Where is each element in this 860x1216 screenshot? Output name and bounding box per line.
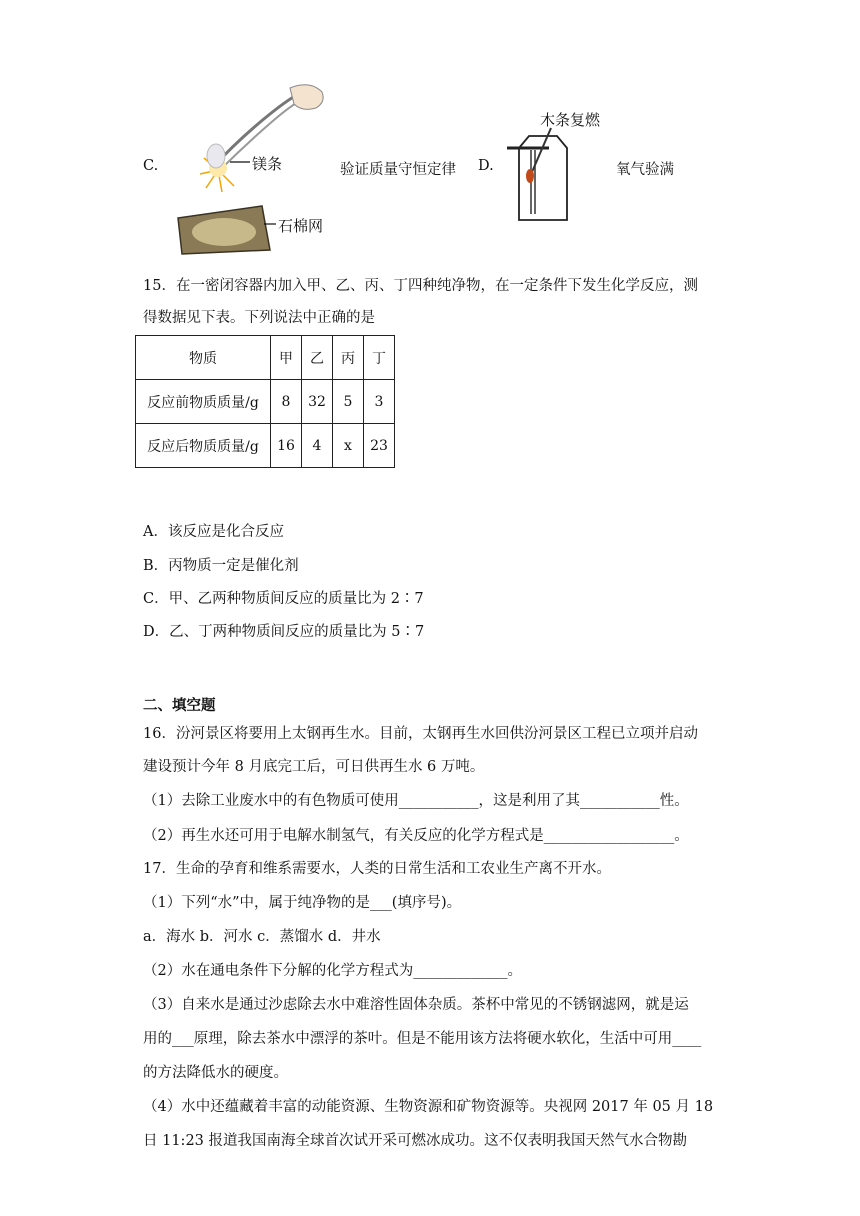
q16-line2: 建设预计今年 8 月底完工后，可日供再生水 6 万吨。 [143, 759, 485, 775]
mass-data-table [135, 335, 395, 468]
wood-stick-relights-label: 木条复燃 [540, 111, 601, 129]
q15-option-a: A．该反应是化合反应 [143, 524, 284, 540]
table-header-cell: 乙 [302, 336, 333, 380]
q15-stem-line1: 15．在一密闭容器内加入甲、乙、丙、丁四种纯净物，在一定条件下发生化学反应，测 [143, 278, 698, 294]
table-cell: 5 [333, 380, 364, 424]
caption-c: 验证质量守恒定律 [340, 162, 456, 178]
q15-stem-line2: 得数据见下表。下列说法中正确的是 [143, 310, 375, 326]
caption-d: 氧气验满 [616, 162, 674, 178]
q17-line4: （2）水在通电条件下分解的化学方程式为_____________。 [143, 963, 522, 979]
table-header-cell: 物质 [136, 336, 271, 380]
option-d-label: D. [478, 158, 494, 174]
q16-line1: 16．汾河景区将要用上太钢再生水。目前，太钢再生水回供汾河景区工程已立项并启动 [143, 726, 698, 742]
table-cell: 16 [271, 424, 302, 468]
table-cell: 反应后物质质量/g [136, 424, 271, 468]
table-row [136, 424, 395, 468]
q17-line1: 17．生命的孕育和维系需要水，人类的日常生活和工农业生产离不开水。 [143, 861, 611, 877]
q17-line9: 日 11:23 报道我国南海全球首次试开采可燃冰成功。这不仅表明我国天然气水合物勘 [143, 1133, 688, 1149]
table-cell: 8 [271, 380, 302, 424]
table-header-cell: 丙 [333, 336, 364, 380]
table-row [136, 380, 395, 424]
q17-line2: （1）下列“水”中，属于纯净物的是___(填序号)。 [143, 895, 462, 911]
q16-line4: （2）再生水还可用于电解水制氢气，有关反应的化学方程式是__________________。 [143, 828, 689, 844]
magnesium-strip-label: 镁条 [252, 155, 283, 173]
q15-option-b: B．丙物质一定是催化剂 [143, 558, 299, 574]
q15-option-c: C．甲、乙两种物质间反应的质量比为 2∶7 [143, 591, 424, 607]
section-heading: 二、填空题 [143, 698, 216, 714]
table-header-row [136, 336, 395, 380]
table-cell: 32 [302, 380, 333, 424]
q17-choices: a．海水 b．河水 c．蒸馏水 d．井水 [143, 929, 381, 945]
q17-line5: （3）自来水是通过沙虑除去水中难溶性固体杂质。茶杯中常见的不锈钢滤网，就是运 [143, 997, 689, 1013]
q17-line7: 的方法降低水的硬度。 [143, 1065, 288, 1081]
q16-line3: （1）去除工业废水中的有色物质可使用___________，这是利用了其___________性。 [143, 793, 689, 809]
table-cell: 反应前物质质量/g [136, 380, 271, 424]
asbestos-gauze-label: 石棉网 [278, 217, 324, 235]
table-cell: 23 [364, 424, 395, 468]
gas-bottle-illustration [505, 126, 575, 224]
table-cell: x [333, 424, 364, 468]
table-cell: 3 [364, 380, 395, 424]
q17-line8: （4）水中还蕴藏着丰富的动能资源、生物资源和矿物资源等。央视网 2017 年 05 月 18 [143, 1099, 714, 1115]
table-cell: 4 [302, 424, 333, 468]
table-header-cell: 甲 [271, 336, 302, 380]
q15-option-d: D．乙、丁两种物质间反应的质量比为 5∶7 [143, 624, 425, 640]
q17-line6: 用的___原理，除去茶水中漂浮的茶叶。但是不能用该方法将硬水软化，生活中可用____ [143, 1031, 702, 1047]
option-c-label: C. [143, 158, 159, 174]
table-header-cell: 丁 [364, 336, 395, 380]
